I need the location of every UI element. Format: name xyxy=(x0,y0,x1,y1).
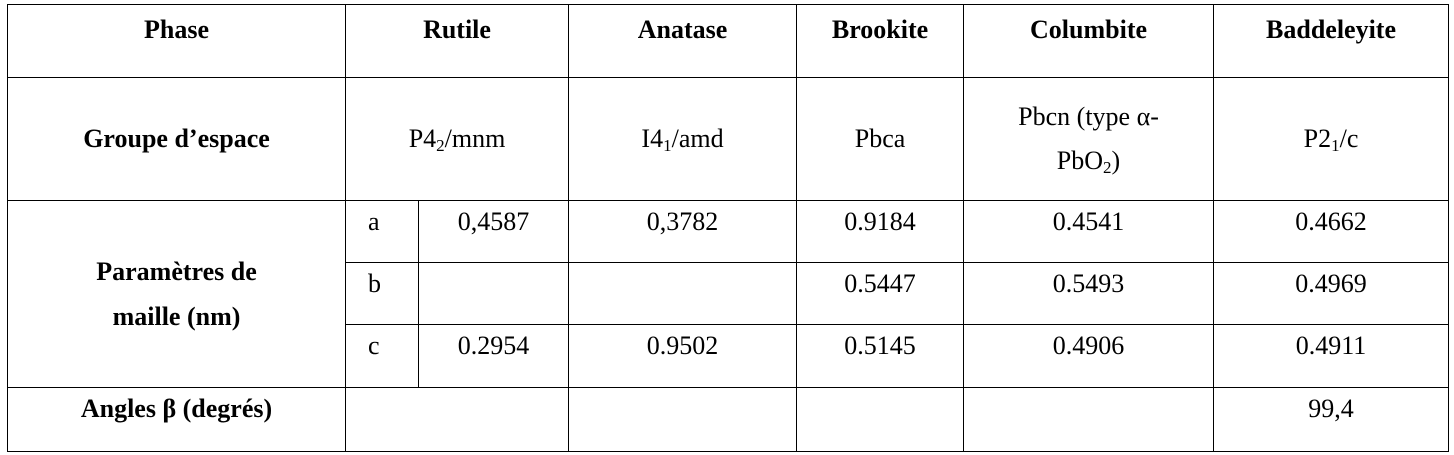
space-group-rutile-rest: /mnm xyxy=(444,124,506,154)
lattice-label xyxy=(8,201,346,388)
space-group-anatase-rest: /amd xyxy=(671,124,724,154)
space-group-columbite-line2 xyxy=(964,139,1213,183)
angles-brookite xyxy=(797,388,964,452)
lattice-b-rutile xyxy=(419,263,569,325)
space-group-baddeleyite-sub: 1 xyxy=(1331,136,1340,156)
lattice-c-rutile: 0.2954 xyxy=(419,325,569,388)
space-group-anatase-base: I4 xyxy=(641,124,664,154)
space-group-baddeleyite xyxy=(1214,78,1449,201)
lattice-b-anatase xyxy=(569,263,797,325)
space-group-rutile-sub: 2 xyxy=(436,136,445,156)
lattice-b-brookite: 0.5447 xyxy=(797,263,964,325)
header-brookite: Brookite xyxy=(797,5,964,78)
lattice-c-brookite: 0.5145 xyxy=(797,325,964,388)
lattice-row-a xyxy=(8,201,1449,263)
space-group-columbite-line2-sub: 2 xyxy=(1103,158,1112,177)
angles-columbite xyxy=(964,388,1214,452)
lattice-label-line2: maille (nm) xyxy=(112,302,241,331)
space-group-columbite xyxy=(964,78,1214,201)
space-group-brookite: Pbca xyxy=(797,78,964,201)
lattice-label-line1: Paramètres de xyxy=(96,256,257,286)
space-group-label: Groupe d’espace xyxy=(8,78,346,201)
header-columbite: Columbite xyxy=(964,5,1214,78)
angles-rutile xyxy=(346,388,569,452)
space-group-columbite-line1: Pbcn (type α- xyxy=(1018,101,1159,131)
lattice-a-baddeleyite: 0.4662 xyxy=(1214,201,1449,263)
lattice-a-columbite: 0.4541 xyxy=(964,201,1214,263)
lattice-param-a: a xyxy=(346,201,419,263)
angles-anatase xyxy=(569,388,797,452)
space-group-row xyxy=(8,78,1449,201)
angles-baddeleyite: 99,4 xyxy=(1214,388,1449,452)
space-group-columbite-line2-base: PbO xyxy=(1056,146,1104,175)
space-group-baddeleyite-rest: /c xyxy=(1339,124,1359,154)
lattice-a-brookite: 0.9184 xyxy=(797,201,964,263)
lattice-b-baddeleyite: 0.4969 xyxy=(1214,263,1449,325)
space-group-rutile xyxy=(346,78,569,201)
crystal-phase-table xyxy=(7,4,1449,452)
space-group-anatase-sub: 1 xyxy=(663,136,672,156)
lattice-param-c: c xyxy=(346,325,419,388)
crystal-phase-table-container xyxy=(7,4,1448,451)
lattice-b-columbite: 0.5493 xyxy=(964,263,1214,325)
lattice-c-baddeleyite: 0.4911 xyxy=(1214,325,1449,388)
header-phase: Phase xyxy=(8,5,346,78)
angles-label: Angles β (degrés) xyxy=(8,388,346,452)
header-row xyxy=(8,5,1449,78)
header-anatase: Anatase xyxy=(569,5,797,78)
lattice-c-columbite: 0.4906 xyxy=(964,325,1214,388)
space-group-columbite-line2-rest: ) xyxy=(1111,146,1121,175)
lattice-c-anatase: 0.9502 xyxy=(569,325,797,388)
space-group-anatase xyxy=(569,78,797,201)
header-rutile: Rutile xyxy=(346,5,569,78)
header-baddeleyite: Baddeleyite xyxy=(1214,5,1449,78)
angles-row xyxy=(8,388,1449,452)
lattice-a-anatase: 0,3782 xyxy=(569,201,797,263)
space-group-rutile-base: P4 xyxy=(408,124,437,154)
lattice-param-b: b xyxy=(346,263,419,325)
space-group-baddeleyite-base: P2 xyxy=(1303,124,1332,154)
lattice-a-rutile: 0,4587 xyxy=(419,201,569,263)
